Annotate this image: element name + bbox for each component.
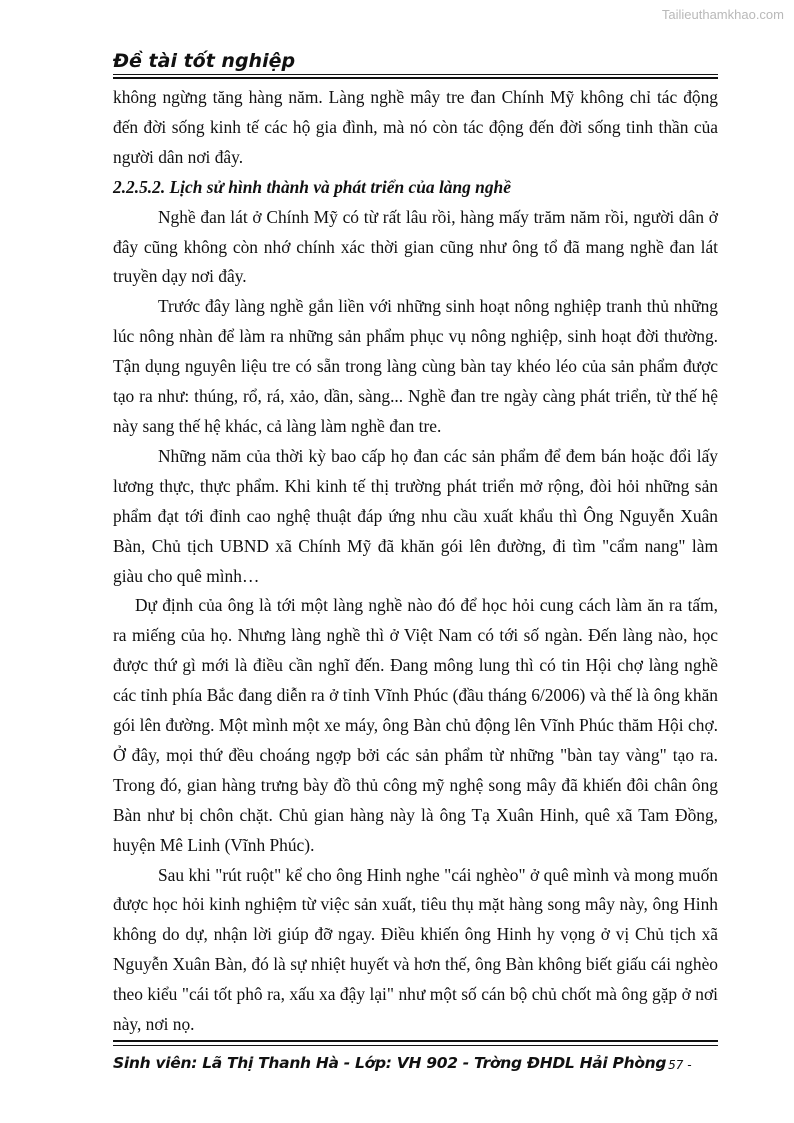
header-rule-thin [113,74,718,75]
paragraph-continuation: không ngừng tăng hàng năm. Làng nghề mây tre đan Chính Mỹ không chỉ tác động đến đời sống kinh tế các hộ gia đình, mà nó còn tác động đến đời sống tinh thần của người dân nơi đây. [113,87,718,167]
watermark: Tailieuthamkhao.com [661,7,784,22]
paragraph-2: Trước đây làng nghề gắn liền với những sinh hoạt nông nghiệp tranh thủ những lúc nông nhàn để làm ra những sản phẩm phục vụ nông nghiệp, sinh hoạt đời thường. Tận dụng nguyên liệu tre có sẵn trong làng cùng bàn tay khéo léo của sản phẩm được tạo ra như: thúng, rổ, rá, xảo, dần, sàng... Nghề đan tre ngày càng phát triển, từ thế hệ này sang thế hệ khác, cả làng làm nghề đan tre. [113,296,718,436]
header-rule-thick [113,77,718,79]
footer-rule-thick [113,1040,718,1042]
document-body [113,83,718,1040]
footer-student-info: Sinh viên: Lã Thị Thanh Hà - Lớp: VH 902 - Trờng ĐHDL Hải Phòng [113,1054,667,1072]
footer-rule-thin [113,1045,718,1046]
page-number: - 57 - [660,1058,692,1072]
section-heading: 2.2.5.2. Lịch sử hình thành và phát triển của làng nghề [113,176,511,197]
paragraph-4: Dự định của ông là tới một làng nghề nào đó để học hỏi cung cách làm ăn ra tấm, ra miếng của họ. Nhưng làng nghề thì ở Việt Nam có tới số ngàn. Đến làng nào, học được thứ gì mới là điều cần nghĩ đến. Đang mông lung thì có tin Hội chợ làng nghề các tỉnh phía Bắc đang diễn ra ở tỉnh Vĩnh Phúc (đầu tháng 6/2006) và thế là ông khăn gói lên đường. Một mình một xe máy, ông Bàn chủ động lên Vĩnh Phúc thăm Hội chợ. Ở đây, mọi thứ đều choáng ngợp bởi các sản phẩm từ những "bàn tay vàng" tạo ra. Trong đó, gian hàng trưng bày đồ thủ công mỹ nghệ song mây đã khiến đôi chân ông Bàn như bị chôn chặt. Chủ gian hàng này là ông Tạ Xuân Hinh, quê xã Tam Đồng, huyện Mê Linh (Vĩnh Phúc). [113,595,718,855]
paragraph-1: Nghề đan lát ở Chính Mỹ có từ rất lâu rồi, hàng mấy trăm năm rồi, người dân ở đây cũng không còn nhớ chính xác thời gian cũng như ông tổ đã mang nghề đan lát truyền dạy nơi đây. [113,206,718,287]
paragraph-3: Những năm của thời kỳ bao cấp họ đan các sản phẩm để đem bán hoặc đổi lấy lương thực, thực phẩm. Khi kinh tế thị trường phát triển mở rộng, đòi hỏi những sản phẩm đạt tới đỉnh cao nghệ thuật đáp ứng nhu cầu xuất khẩu thì Ông Nguyễn Xuân Bàn, Chủ tịch UBND xã Chính Mỹ đã khăn gói lên đường, đi tìm "cẩm nang" làm giàu cho quê mình… [113,445,718,586]
paragraph-5: Sau khi "rút ruột" kể cho ông Hinh nghe "cái nghèo" ở quê mình và mong muốn được học hỏi kinh nghiệm từ việc sản xuất, tiêu thụ mặt hàng song mây này, ông Hinh không do dự, nhận lời giúp đỡ ngay. Điều khiến ông Hinh hy vọng ở vị Chủ tịch xã Nguyễn Xuân Bàn, đó là sự nhiệt huyết và hơn thế, ông Bàn không biết giấu cái nghèo theo kiểu "cái tốt phô ra, xấu xa đậy lại" như một số cán bộ chủ chốt mà ông gặp ở nơi này, nơi nọ. [113,864,718,1035]
page-header-title: Đề tài tốt nghiệp [113,50,296,72]
